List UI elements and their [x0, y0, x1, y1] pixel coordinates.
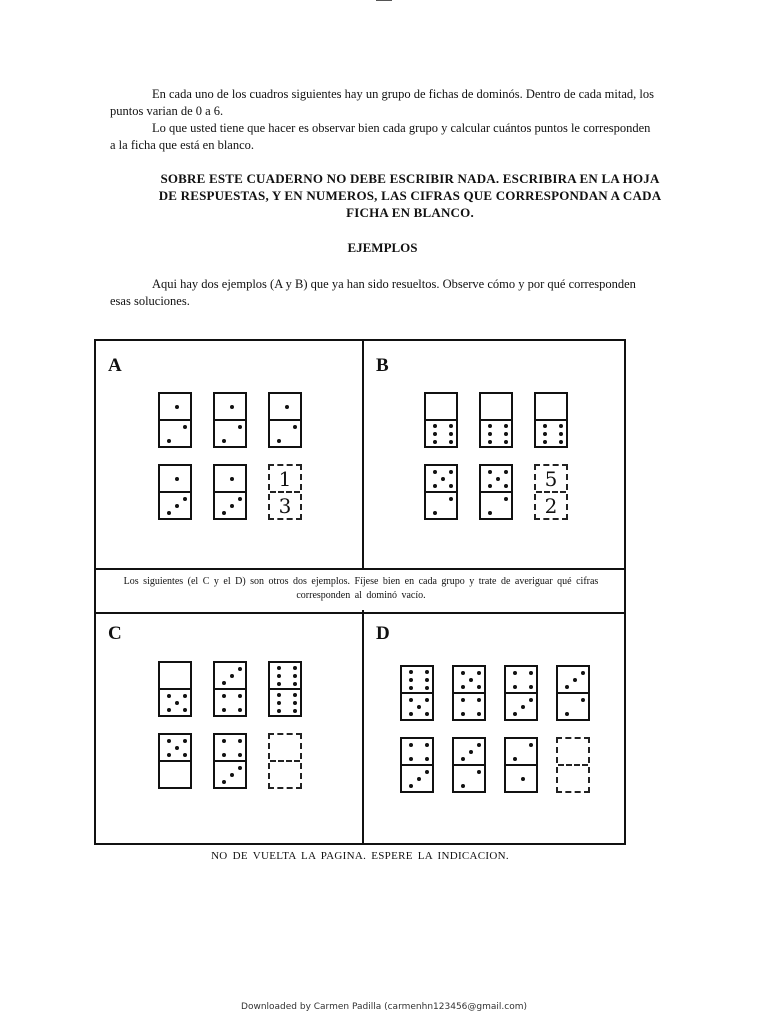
pip	[529, 685, 533, 689]
domino-bottom-half	[402, 694, 432, 720]
domino-top-half	[506, 667, 536, 693]
domino-bottom-half	[506, 766, 536, 792]
domino-tile	[504, 665, 538, 721]
top-rule	[376, 0, 392, 1]
domino-top-half	[215, 735, 245, 761]
domino-tile	[424, 392, 458, 448]
pip	[513, 757, 517, 761]
pip	[277, 682, 281, 686]
domino-bottom-half	[215, 421, 245, 447]
pip	[425, 678, 429, 682]
pip	[277, 666, 281, 670]
pip	[409, 743, 413, 747]
intro-paragraph-2	[110, 120, 655, 154]
pip	[461, 784, 465, 788]
pip	[230, 773, 234, 777]
domino-tile	[479, 464, 513, 520]
pip	[521, 777, 525, 781]
domino-bottom-half	[215, 690, 245, 716]
domino-tile	[452, 665, 486, 721]
domino-bottom-half	[270, 421, 300, 447]
pip	[222, 694, 226, 698]
answer-top-digit: 5	[544, 467, 558, 491]
pip	[504, 470, 508, 474]
pip	[449, 470, 453, 474]
pip	[230, 477, 234, 481]
domino-blank	[534, 464, 568, 520]
download-footer: Downloaded by Carmen Padilla (carmenhn123456@gmail.com)	[241, 1002, 527, 1012]
pip	[477, 770, 481, 774]
bottom-note: NO DE VUELTA LA PAGINA. ESPERE LA INDICACION.	[211, 850, 509, 862]
pip	[222, 681, 226, 685]
intro-paragraph-2-text: Lo que usted tiene que hacer es observar bien cada grupo y calcular cuántos puntos le corresponden a la ficha que está en blanco.	[110, 121, 651, 152]
pip	[504, 497, 508, 501]
pip	[543, 424, 547, 428]
pip	[409, 712, 413, 716]
pip	[183, 739, 187, 743]
domino-bottom-half	[402, 766, 432, 792]
pip	[559, 424, 563, 428]
pip	[488, 511, 492, 515]
pip	[409, 686, 413, 690]
domino-tile	[268, 392, 302, 448]
pip	[293, 674, 297, 678]
domino-top-half	[454, 739, 484, 765]
pip	[222, 753, 226, 757]
domino-bottom-half	[160, 762, 190, 788]
pip	[425, 743, 429, 747]
panel-label-d: D	[376, 623, 390, 644]
intro-paragraph-1-text: En cada uno de los cuadros siguientes hay un grupo de fichas de dominós. Dentro de cada mitad, los puntos varian de 0 a 6.	[110, 87, 654, 118]
pip	[513, 685, 517, 689]
pip	[488, 484, 492, 488]
pip	[433, 424, 437, 428]
domino-top-half	[454, 667, 484, 693]
pip	[504, 440, 508, 444]
pip	[449, 440, 453, 444]
pip	[504, 484, 508, 488]
pip	[167, 439, 171, 443]
pip	[581, 698, 585, 702]
pip	[425, 670, 429, 674]
pip	[543, 440, 547, 444]
pip	[175, 405, 179, 409]
pip	[488, 432, 492, 436]
domino-tile	[213, 392, 247, 448]
pip	[504, 424, 508, 428]
domino-bottom-half	[454, 766, 484, 792]
warning-text: SOBRE ESTE CUADERNO NO DEBE ESCRIBIR NADA. ESCRIBIRA EN LA HOJA DE RESPUESTAS, Y EN NUMEROS, LAS CIFRAS QUE CORRESPONDAN A CADA FICHA EN BLANCO.	[158, 171, 662, 220]
pip	[469, 750, 473, 754]
pip	[175, 746, 179, 750]
domino-bottom-half	[481, 421, 511, 447]
domino-tile	[504, 737, 538, 793]
pip	[433, 440, 437, 444]
pip	[293, 682, 297, 686]
pip	[449, 484, 453, 488]
pip	[477, 685, 481, 689]
pip	[222, 708, 226, 712]
domino-top-half	[536, 394, 566, 420]
pip	[238, 753, 242, 757]
domino-top-half	[215, 466, 245, 492]
pip	[183, 694, 187, 698]
pip	[477, 712, 481, 716]
pip	[238, 425, 242, 429]
domino-blank	[268, 464, 302, 520]
pip	[293, 709, 297, 713]
examples-heading: EJEMPLOS	[347, 240, 418, 255]
pip	[409, 670, 413, 674]
pip	[183, 425, 187, 429]
domino-tile	[268, 661, 302, 717]
answer-bottom-digit: 3	[278, 494, 292, 518]
pip	[293, 425, 297, 429]
pip	[529, 671, 533, 675]
pip	[222, 739, 226, 743]
pip	[449, 497, 453, 501]
pip	[230, 504, 234, 508]
instruction-band: Los siguientes (el C y el D) son otros dos ejemplos. Fíjese bien en cada grupo y trate de averiguar qué cifras corresponden al dominó vacío.	[123, 576, 599, 601]
pip	[409, 757, 413, 761]
domino-tile	[534, 392, 568, 448]
pip	[559, 432, 563, 436]
pip	[461, 757, 465, 761]
pip	[559, 440, 563, 444]
pip	[565, 712, 569, 716]
pip	[409, 698, 413, 702]
pip	[167, 739, 171, 743]
pip	[167, 694, 171, 698]
panel-label-c: C	[108, 623, 122, 644]
pip	[425, 686, 429, 690]
divider-horizontal-1	[96, 568, 624, 570]
pip	[238, 708, 242, 712]
domino-bottom-half	[558, 694, 588, 720]
divider-horizontal-2	[96, 612, 624, 614]
domino-top-half	[215, 394, 245, 420]
pip	[433, 470, 437, 474]
pip	[238, 766, 242, 770]
pip	[285, 405, 289, 409]
domino-top-half	[426, 466, 456, 492]
domino-top-half	[270, 394, 300, 420]
pip	[488, 470, 492, 474]
domino-top-half	[481, 466, 511, 492]
pip	[513, 712, 517, 716]
domino-bottom-half	[160, 690, 190, 716]
pip	[183, 497, 187, 501]
pip	[425, 712, 429, 716]
domino-top-half	[270, 663, 300, 689]
pip	[433, 484, 437, 488]
pip	[425, 698, 429, 702]
panel-label-b: B	[376, 355, 389, 376]
pip	[504, 432, 508, 436]
domino-bottom-half	[270, 690, 300, 716]
domino-tile	[158, 392, 192, 448]
pip	[293, 701, 297, 705]
answer-top-digit: 1	[278, 467, 292, 491]
domino-bottom-half	[506, 694, 536, 720]
divider-vertical-bottom	[362, 610, 364, 843]
pip	[175, 504, 179, 508]
pip	[529, 698, 533, 702]
pip	[477, 671, 481, 675]
domino-tile	[158, 733, 192, 789]
domino-top-half	[160, 394, 190, 420]
pip	[277, 709, 281, 713]
pip	[277, 439, 281, 443]
pip	[167, 708, 171, 712]
domino-top-half	[215, 663, 245, 689]
domino-bottom-half	[426, 493, 456, 519]
pip	[433, 511, 437, 515]
pip	[449, 424, 453, 428]
pip	[543, 432, 547, 436]
pip	[167, 753, 171, 757]
pip	[222, 780, 226, 784]
pip	[425, 770, 429, 774]
domino-bottom-half	[426, 421, 456, 447]
domino-tile	[556, 665, 590, 721]
domino-bottom-half	[160, 493, 190, 519]
pip	[175, 701, 179, 705]
pip	[230, 674, 234, 678]
examples-intro	[110, 276, 655, 310]
pip	[425, 757, 429, 761]
pip	[461, 698, 465, 702]
domino-bottom-half	[454, 694, 484, 720]
domino-tile	[479, 392, 513, 448]
divider-vertical-top	[362, 341, 364, 570]
domino-tile	[213, 733, 247, 789]
pip	[277, 674, 281, 678]
pip	[238, 497, 242, 501]
domino-bottom-half	[160, 421, 190, 447]
domino-bottom-half	[215, 762, 245, 788]
pip	[513, 671, 517, 675]
pip	[529, 743, 533, 747]
pip	[581, 671, 585, 675]
pip	[417, 777, 421, 781]
domino-blank	[556, 737, 590, 793]
pip	[175, 477, 179, 481]
answer-bottom-digit: 2	[544, 494, 558, 518]
pip	[183, 708, 187, 712]
domino-divider	[558, 764, 588, 766]
pip	[461, 712, 465, 716]
domino-tile	[452, 737, 486, 793]
pip	[230, 405, 234, 409]
pip	[222, 439, 226, 443]
pip	[417, 705, 421, 709]
domino-tile	[424, 464, 458, 520]
pip	[449, 432, 453, 436]
domino-bottom-half	[215, 493, 245, 519]
pip	[488, 440, 492, 444]
pip	[222, 511, 226, 515]
pip	[238, 739, 242, 743]
pip	[573, 678, 577, 682]
domino-top-half	[481, 394, 511, 420]
pip	[469, 678, 473, 682]
dominoes-figure	[94, 339, 626, 845]
domino-bottom-half	[481, 493, 511, 519]
pip	[409, 678, 413, 682]
domino-bottom-half	[536, 421, 566, 447]
pip	[277, 693, 281, 697]
pip	[496, 477, 500, 481]
pip	[461, 685, 465, 689]
pip	[183, 753, 187, 757]
pip	[238, 694, 242, 698]
domino-top-half	[402, 667, 432, 693]
pip	[521, 705, 525, 709]
intro-paragraph-1	[110, 86, 655, 120]
pip	[238, 667, 242, 671]
panel-label-a: A	[108, 355, 122, 376]
domino-tile	[158, 661, 192, 717]
domino-tile	[158, 464, 192, 520]
domino-tile	[400, 737, 434, 793]
pip	[461, 671, 465, 675]
examples-intro-text: Aqui hay dos ejemplos (A y B) que ya han sido resueltos. Observe cómo y por qué corresponden esas soluciones.	[110, 277, 636, 308]
domino-top-half	[160, 663, 190, 689]
domino-blank	[268, 733, 302, 789]
pip	[167, 511, 171, 515]
domino-top-half	[160, 735, 190, 761]
domino-tile	[213, 464, 247, 520]
domino-top-half	[558, 667, 588, 693]
pip	[277, 701, 281, 705]
domino-tile	[400, 665, 434, 721]
pip	[565, 685, 569, 689]
domino-top-half	[160, 466, 190, 492]
pip	[293, 666, 297, 670]
domino-top-half	[506, 739, 536, 765]
domino-tile	[213, 661, 247, 717]
domino-top-half	[402, 739, 432, 765]
pip	[433, 432, 437, 436]
pip	[441, 477, 445, 481]
pip	[293, 693, 297, 697]
pip	[488, 424, 492, 428]
pip	[477, 743, 481, 747]
domino-top-half	[426, 394, 456, 420]
domino-divider	[270, 760, 300, 762]
pip	[409, 784, 413, 788]
pip	[477, 698, 481, 702]
